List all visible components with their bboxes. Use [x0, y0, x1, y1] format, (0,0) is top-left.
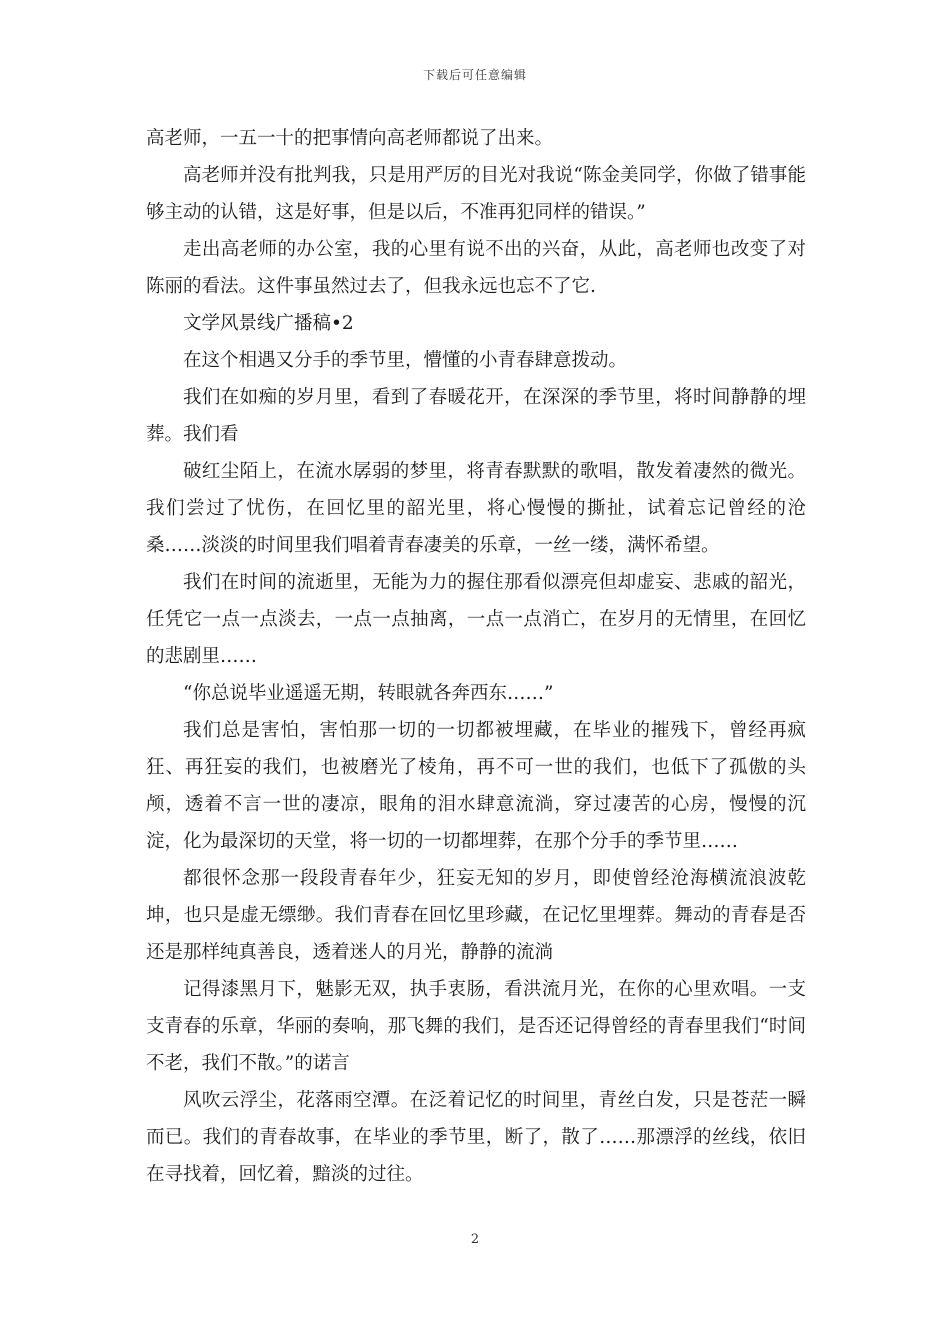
- paragraph: 破红尘陌上，在流水孱弱的梦里，将青春默默的歌唱，散发着凄然的微光。我们尝过了忧伤，在回忆里的韶光里，将心慢慢的撕扯，试着忘记曾经的沧桑……淡淡的时间里我们唱着青春凄美的乐章，一丝一缕，满怀希望。: [146, 461, 806, 556]
- page-number: 2: [470, 1232, 480, 1247]
- paragraph: 高老师并没有批判我，只是用严厉的目光对我说“陈金美同学，你做了错事能够主动的认错，这是好事，但是以后，不准再犯同样的错误。”: [146, 165, 806, 223]
- paragraph: 风吹云浮尘，花落雨空潭。在泛着记忆的时间里，青丝白发，只是苍茫一瞬而已。我们的青春故事，在毕业的季节里，断了，散了……那漂浮的丝线，依旧在寻找着，回忆着，黯淡的过往。: [146, 1090, 806, 1185]
- paragraph: 我们在如痴的岁月里，看到了春暖花开，在深深的季节里，将时间静静的埋葬。我们看: [146, 387, 806, 445]
- paragraph: 高老师，一五一十的把事情向高老师都说了出来。: [146, 128, 554, 149]
- paragraph: 记得漆黑月下，魅影无双，执手衷肠，看洪流月光，在你的心里欢唱。一支支青春的乐章，华丽的奏响，那飞舞的我们，是否还记得曾经的青春里我们“时间不老，我们不散。”的诺言: [146, 979, 806, 1074]
- document-body: [146, 120, 806, 1193]
- paragraph: 在这个相遇又分手的季节里，懵懂的小青春肆意拨动。: [183, 350, 628, 371]
- paragraph: 走出高老师的办公室，我的心里有说不出的兴奋，从此，高老师也改变了对陈丽的看法。这件事虽然过去了，但我永远也忘不了它.: [146, 239, 806, 297]
- paragraph: 都很怀念那一段段青春年少，狂妄无知的岁月，即使曾经沧海横流浪波乾坤，也只是虚无缥缈。我们青春在回忆里珍藏，在记忆里埋葬。舞动的青春是否还是那样纯真善良，透着迷人的月光，静静的流淌: [146, 868, 806, 963]
- paragraph: 我们在时间的流逝里，无能为力的握住那看似漂亮但却虚妄、悲戚的韶光，任凭它一点一点淡去，一点一点抽离，一点一点消亡，在岁月的无情里，在回忆的悲剧里……: [146, 572, 806, 667]
- paragraph: 我们总是害怕，害怕那一切的一切都被埋藏，在毕业的摧残下，曾经再疯狂、再狂妄的我们，也被磨光了棱角，再不可一世的我们，也低下了孤傲的头颅，透着不言一世的凄凉，眼角的泪水肆意流淌，穿过凄苦的心房，慢慢的沉淀，化为最深切的天堂，将一切的一切都埋葬，在那个分手的季节里……: [146, 720, 806, 852]
- page-header: 下载后可任意编辑: [422, 68, 527, 82]
- section-heading: 文学风景线广播稿•2: [183, 313, 354, 334]
- quote-paragraph: “你总说毕业遥遥无期，转眼就各奔西东……”: [183, 683, 554, 704]
